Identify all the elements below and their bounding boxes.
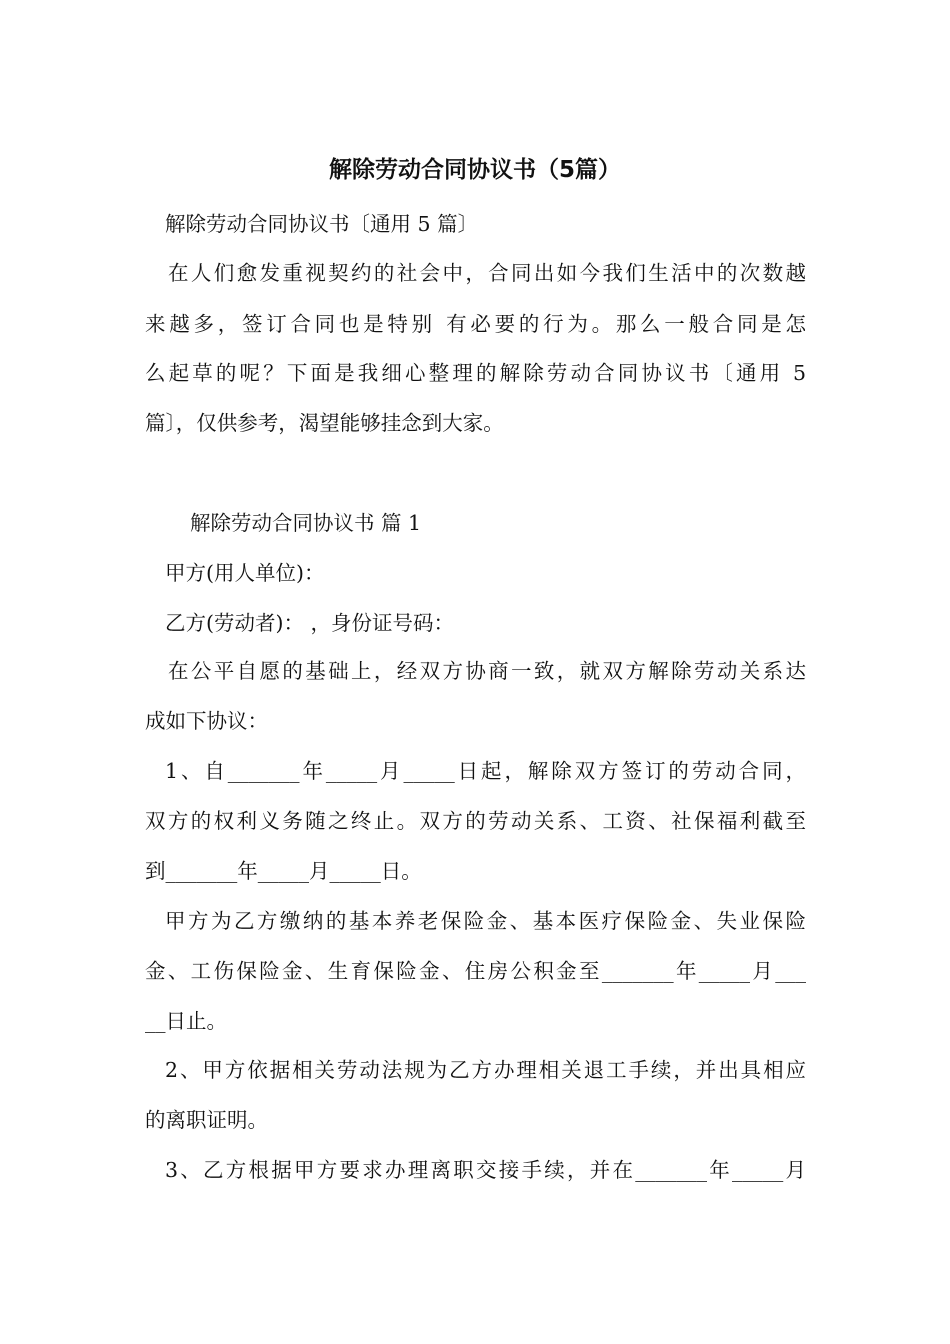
clause-1-line-1: 1、自_______年_____月_____日起，解除双方签订的劳动合同， [165, 759, 806, 783]
insurance-line-2: 金、工伤保险金、生育保险金、住房公积金至_______年_____月___ [145, 959, 806, 983]
clause-3-line-1: 3、乙方根据甲方要求办理离职交接手续，并在_______年_____月 [165, 1158, 806, 1182]
party-a-line: 甲方(用人单位)： [165, 561, 325, 585]
insurance-line-1: 甲方为乙方缴纳的基本养老保险金、基本医疗保险金、失业保险 [165, 909, 806, 933]
clause-2-line-1: 2、甲方依据相关劳动法规为乙方办理相关退工手续，并出具相应 [165, 1058, 806, 1082]
intro-line-4: 篇〕，仅供参考，渴望能够挂念到大家。 [145, 411, 504, 435]
section-heading: 解除劳动合同协议书 篇 1 [190, 511, 422, 535]
intro-line-1: 在人们愈发重视契约的社会中，合同出如今我们生活中的次数越 [168, 261, 806, 285]
clause-2-line-2: 的离职证明。 [145, 1108, 268, 1132]
party-b-line: 乙方(劳动者)： ，身份证号码： [165, 611, 455, 635]
preamble-line-2: 成如下协议： [145, 709, 268, 733]
clause-1-line-3: 到_______年_____月_____日。 [145, 859, 422, 883]
preamble-line-1: 在公平自愿的基础上，经双方协商一致，就双方解除劳动关系达 [168, 659, 806, 683]
intro-line-3: 么起草的呢？下面是我细心整理的解除劳动合同协议书〔通用 5 [145, 361, 806, 385]
insurance-line-3: __日止。 [145, 1009, 227, 1033]
document-subtitle: 解除劳动合同协议书〔通用 5 篇〕 [165, 212, 479, 236]
intro-line-2: 来越多，签订合同也是特别 有必要的行为。那么一般合同是怎 [145, 312, 806, 336]
clause-1-line-2: 双方的权利义务随之终止。双方的劳动关系、工资、社保福利截至 [145, 809, 806, 833]
document-title: 解除劳动合同协议书（5篇） [328, 157, 621, 183]
